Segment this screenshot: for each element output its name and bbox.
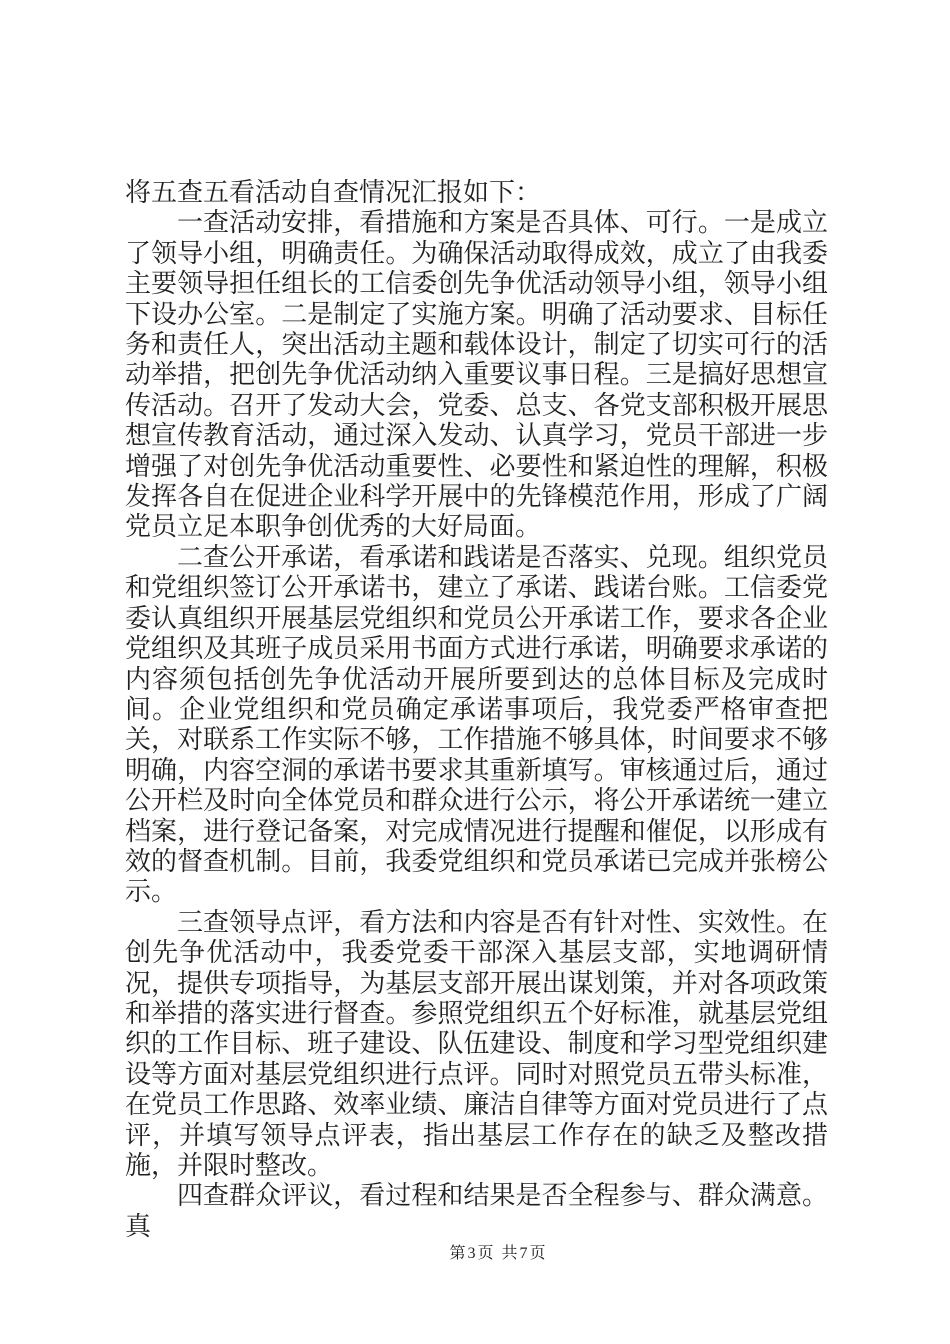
paragraph-continuation: 将五查五看活动自查情况汇报如下： xyxy=(125,178,542,207)
paragraph-check-4-public-appraisal: 四查群众评议，看过程和结果是否全程参与、群众满意。真 xyxy=(125,1181,828,1241)
page-number-footer: 第3页 共7页 xyxy=(449,1245,548,1262)
paragraph-check-3-leader-review: 三查领导点评，看方法和内容是否有针对性、实效性。在创先争优活动中，我委党委干部深入基层支部，实地调研情况，提供专项指导，为基层支部开展出谋划策，并对各项政策和举措的落实进行督查。参照党组织五个好标准，就基层党组织的工作目标、班子建设、队伍建设、制度和学习型党组织建设等方面对基层党组织进行点评。同时对照党员五带头标准，在党员工作思路、效率业绩、廉洁自律等方面对党员进行了点评，并填写领导点评表，指出基层工作存在的缺乏及整改措施，并限时整改。 xyxy=(125,907,828,1180)
paragraph-check-2-public-commitment: 二查公开承诺，看承诺和践诺是否落实、兑现。组织党员和党组织签订公开承诺书，建立了承诺、践诺台账。工信委党委认真组织开展基层党组织和党员公开承诺工作，要求各企业党组织及其班子成员采用书面方式进行承诺，明确要求承诺的内容须包括创先争优活动开展所要到达的总体目标及完成时间。企业党组织和党员确定承诺事项后，我党委严格审查把关，对联系工作实际不够，工作措施不够具体，时间要求不够明确，内容空洞的承诺书要求其重新填写。审核通过后，通过公开栏及时向全体党员和群众进行公示，将公开承诺统一建立档案，进行登记备案，对完成情况进行提醒和催促，以形成有效的督查机制。目前，我委党组织和党员承诺已完成并张榜公示。 xyxy=(125,542,828,907)
document-body xyxy=(125,178,828,1242)
paragraph-check-1-activity-arrangement: 一查活动安排，看措施和方案是否具体、可行。一是成立了领导小组，明确责任。为确保活动取得成效，成立了由我委主要领导担任组长的工信委创先争优活动领导小组，领导小组下设办公室。二是制定了实施方案。明确了活动要求、目标任务和责任人，突出活动主题和载体设计，制定了切实可行的活动举措，把创先争优活动纳入重要议事日程。三是搞好思想宣传活动。召开了发动大会，党委、总支、各党支部积极开展思想宣传教育活动，通过深入发动、认真学习，党员干部进一步增强了对创先争优活动重要性、必要性和紧迫性的理解，积极发挥各自在促进企业科学开展中的先锋模范作用，形成了广阔党员立足本职争创优秀的大好局面。 xyxy=(125,208,828,542)
